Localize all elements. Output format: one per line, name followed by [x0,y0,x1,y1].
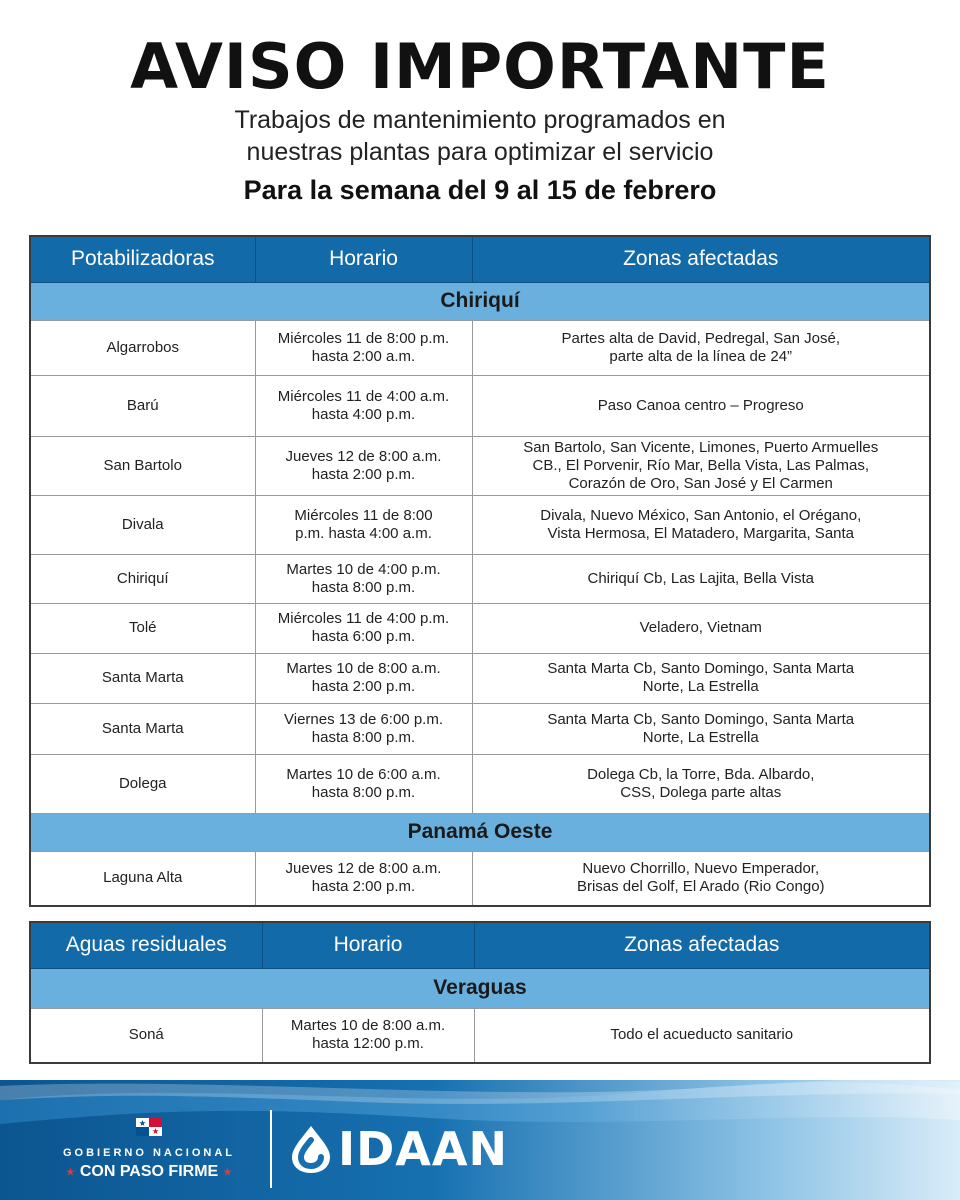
star-icon: ★ [65,1166,76,1179]
schedule-line: p.m. hasta 4:00 a.m. [295,524,432,542]
schedule-line: hasta 8:00 p.m. [311,728,416,746]
schedule-line: Miércoles 11 de 4:00 p.m. [277,610,450,627]
table-row [30,754,930,813]
plant-cell: Barú [30,375,255,436]
schedule-line: Miércoles 11 de 8:00 p.m. [277,329,450,347]
idaan-drop-icon [288,1124,334,1174]
schedule-line: hasta 2:00 p.m. [311,678,416,695]
schedule-line: hasta 8:00 p.m. [311,783,416,801]
zones-line: Nuevo Chorrillo, Nuevo Emperador, [582,860,820,878]
column-header: Horario [262,922,474,968]
plant-cell: Santa Marta [30,703,255,754]
gob-line-2-text: CON PASO FIRME [79,1163,219,1180]
zones-line: Norte, La Estrella [642,728,759,746]
footer-divider [270,1110,272,1188]
schedule-line: Viernes 13 de 6:00 p.m. [284,710,443,728]
region-name: Chiriquí [30,282,930,320]
table-header-row [30,922,930,968]
zones-cell [472,703,930,754]
plant-cell: Tolé [30,603,255,653]
schedule-line: Martes 10 de 8:00 a.m. [286,660,441,677]
star-icon: ★ [222,1166,233,1179]
zones-line: Santa Marta Cb, Santo Domingo, Santa Marta [547,660,855,677]
panama-flag-icon [136,1118,162,1136]
zones-line: Norte, La Estrella [642,678,759,695]
zones-line: Santa Marta Cb, Santo Domingo, Santa Marta [547,710,855,728]
zones-cell [472,554,930,603]
zones-cell [472,436,930,495]
zones-line: Corazón de Oro, San José y El Carmen [568,474,833,492]
zones-line: parte alta de la línea de 24” [609,347,793,365]
subtitle-line-2: nuestras plantas para optimizar el servicio [246,138,714,166]
table-row [30,375,930,436]
table-row [30,603,930,653]
page-subtitle [0,104,960,168]
schedule-line: Jueves 12 de 8:00 a.m. [285,860,442,878]
schedule-cell [255,554,472,603]
week-label: Para la semana del 9 al 15 de febrero [243,175,717,205]
region-row [30,282,930,320]
schedule-cell [255,851,472,906]
zones-cell [472,754,930,813]
gob-line-1: GOBIERNO NACIONAL [63,1147,235,1159]
zones-line: Veladero, Vietnam [639,619,762,636]
plant-cell: Divala [30,495,255,554]
region-row [30,813,930,851]
column-header: Aguas residuales [30,922,262,968]
schedule-cell [255,754,472,813]
zones-line: Partes alta de David, Pedregal, San José, [561,329,840,347]
schedule-line: Martes 10 de 6:00 a.m. [286,765,441,783]
schedule-cell [255,653,472,703]
schedule-line: Martes 10 de 8:00 a.m. [290,1017,446,1035]
schedule-cell [255,320,472,375]
schedule-line: hasta 12:00 p.m. [312,1035,424,1053]
plant-cell: Dolega [30,754,255,813]
schedule-line: hasta 2:00 p.m. [311,878,416,896]
plant-cell: Santa Marta [30,653,255,703]
schedule-line: hasta 6:00 p.m. [311,628,416,645]
table-row [30,851,930,906]
zones-cell [472,375,930,436]
zones-cell [472,495,930,554]
table-header-row [30,236,930,282]
plant-cell: Laguna Alta [30,851,255,906]
plant-cell: Algarrobos [30,320,255,375]
schedule-line: hasta 2:00 a.m. [311,347,416,365]
schedule-cell [262,1008,474,1063]
zones-line: Divala, Nuevo México, San Antonio, el Orégano, [540,506,862,524]
table-row [30,320,930,375]
column-header: Zonas afectadas [472,236,930,282]
aguas-residuales-table [29,921,931,1064]
zones-line: Vista Hermosa, El Matadero, Margarita, Santa [547,524,855,542]
table-row [30,653,930,703]
table-row [30,554,930,603]
subtitle-line-1: Trabajos de mantenimiento programados en [234,106,726,134]
schedule-cell [255,375,472,436]
region-name: Panamá Oeste [30,813,930,851]
plant-cell: San Bartolo [30,436,255,495]
zones-line: San Bartolo, San Vicente, Limones, Puerto Armuelles [523,438,879,456]
table-row [30,436,930,495]
zones-line: Paso Canoa centro – Progreso [597,396,804,414]
region-row [30,968,930,1008]
schedule-cell [255,703,472,754]
zones-cell [472,851,930,906]
idaan-logo [288,1124,508,1174]
gobierno-nacional-logo [44,1118,254,1181]
schedule-cell [255,603,472,653]
zones-cell [472,653,930,703]
idaan-wordmark: IDAAN [338,1122,508,1176]
schedule-line: hasta 2:00 p.m. [311,465,416,483]
schedule-line: Martes 10 de 4:00 p.m. [286,560,441,578]
schedule-line: Miércoles 11 de 4:00 a.m. [277,387,450,405]
page-title: AVISO IMPORTANTE [130,30,830,103]
region-name: Veraguas [30,968,930,1008]
schedule-line: hasta 4:00 p.m. [311,405,416,423]
zones-cell [472,603,930,653]
gob-line-2 [44,1163,254,1181]
zones-line: CSS, Dolega parte altas [620,783,782,801]
schedule-cell [255,436,472,495]
plant-cell: Soná [30,1008,262,1063]
zones-line: Brisas del Golf, El Arado (Rio Congo) [576,878,825,896]
table-row [30,1008,930,1063]
zones-cell [474,1008,930,1063]
schedule-cell [255,495,472,554]
zones-line: Dolega Cb, la Torre, Bda. Albardo, [587,765,815,783]
table-row [30,495,930,554]
schedule-line: hasta 8:00 p.m. [311,578,416,596]
schedule-line: Jueves 12 de 8:00 a.m. [285,447,442,465]
schedule-line: Miércoles 11 de 8:00 [294,506,433,524]
potabilizadoras-table [29,235,931,907]
column-header: Horario [255,236,472,282]
zones-line: Todo el acueducto sanitario [610,1026,794,1044]
column-header: Potabilizadoras [30,236,255,282]
column-header: Zonas afectadas [474,922,930,968]
plant-cell: Chiriquí [30,554,255,603]
table-row [30,703,930,754]
zones-line: Chiriquí Cb, Las Lajita, Bella Vista [587,569,814,587]
zones-cell [472,320,930,375]
zones-line: CB., El Porvenir, Río Mar, Bella Vista, Las Palmas, [532,456,870,474]
